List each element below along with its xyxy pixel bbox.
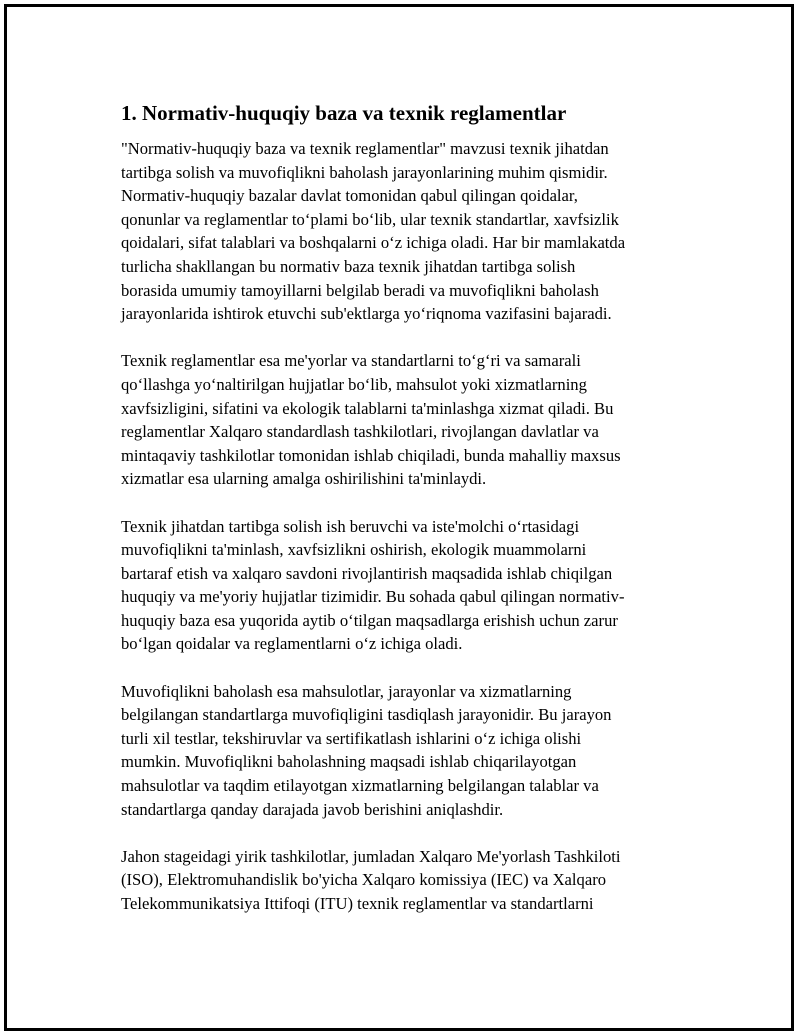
paragraph-line: turli xil testlar, tekshiruvlar va sertifikatlash ishlarini o‘z ichiga olishi — [121, 728, 582, 748]
paragraph-line: jarayonlarida ishtirok etuvchi sub'ektlarga yo‘riqnoma vazifasini bajaradi. — [121, 304, 612, 324]
paragraph-3 — [121, 515, 701, 657]
paragraph-line: "Normativ-huquqiy baza va texnik reglamentlar" mavzusi texnik jihatdan — [121, 139, 609, 158]
paragraph-line: qonunlar va reglamentlar to‘plami bo‘lib, ular texnik standartlar, xavfsizlik — [121, 209, 619, 229]
paragraph-line: turlicha shakllangan bu normativ baza texnik jihatdan tartibga solish — [121, 256, 576, 276]
paragraph-line: huquqiy baza esa yuqorida aytib o‘tilgan maqsadlarga erishish uchun zarur — [121, 610, 618, 630]
paragraph-line: Texnik reglamentlar esa me'yorlar va standartlarni to‘g‘ri va samarali — [121, 351, 581, 371]
paragraph-line: qoidalari, sifat talablari va boshqalarni o‘z ichiga oladi. Har bir mamlakatda — [121, 233, 626, 253]
paragraph-line: xizmatlar esa ularning amalga oshirilishini ta'minlaydi. — [121, 469, 487, 489]
paragraph-line: Jahon stageidagi yirik tashkilotlar, jumladan Xalqaro Me'yorlash Tashkiloti — [121, 846, 621, 866]
paragraph-line: mahsulotlar va taqdim etilayotgan xizmatlarning belgilangan talablar va — [121, 776, 599, 796]
paragraph-line: bartaraf etish va xalqaro savdoni rivojlantirish maqsadida ishlab chiqilgan — [121, 563, 613, 583]
paragraph-line: xavfsizligini, sifatini va ekologik talablarni ta'minlashga xizmat qiladi. Bu — [121, 398, 614, 418]
paragraph-1 — [121, 137, 701, 326]
paragraph-line: muvofiqlikni ta'minlash, xavfsizlikni oshirish, ekologik muammolarni — [121, 540, 587, 560]
section-heading: 1. Normativ-huquqiy baza va texnik reglamentlar — [121, 101, 567, 125]
paragraph-line: qo‘llashga yo‘naltirilgan hujjatlar bo‘lib, mahsulot yoki xizmatlarning — [121, 374, 587, 394]
paragraph-line: belgilangan standartlarga muvofiqligini tasdiqlash jarayonidir. Bu jarayon — [121, 705, 612, 725]
paragraph-line: Telekommunikatsiya Ittifoqi (ITU) texnik reglamentlar va standartlarni — [121, 894, 594, 913]
paragraph-line: mumkin. Muvofiqlikni baholashning maqsadi ishlab chiqarilayotgan — [121, 752, 577, 772]
paragraph-line: standartlarga qanday darajada javob berishini aniqlashdir. — [121, 799, 504, 819]
paragraph-line: mintaqaviy tashkilotlar tomonidan ishlab chiqiladi, bunda mahalliy maxsus — [121, 445, 621, 465]
paragraph-5 — [121, 845, 701, 916]
document-body — [121, 99, 701, 939]
paragraph-line: Muvofiqlikni baholash esa mahsulotlar, jarayonlar va xizmatlarning — [121, 681, 572, 701]
page-frame — [4, 4, 794, 1031]
paragraph-line: bo‘lgan qoidalar va reglamentlarni o‘z ichiga oladi. — [121, 634, 463, 654]
paragraph-line: borasida umumiy tamoyillarni belgilab beradi va muvofiqlikni baholash — [121, 280, 599, 300]
paragraph-2 — [121, 349, 701, 491]
paragraph-4 — [121, 680, 701, 822]
paragraph-line: (ISO), Elektromuhandislik bo'yicha Xalqaro komissiya (IEC) va Xalqaro — [121, 870, 607, 890]
paragraph-line: tartibga solish va muvofiqlikni baholash jarayonlarining muhim qismidir. — [121, 162, 608, 182]
paragraph-line: huquqiy va me'yoriy hujjatlar tizimidir. Bu sohada qabul qilingan normativ- — [121, 587, 625, 607]
paragraph-line: reglamentlar Xalqaro standardlash tashkilotlari, rivojlangan davlatlar va — [121, 422, 599, 442]
paragraph-line: Texnik jihatdan tartibga solish ish beruvchi va iste'molchi o‘rtasidagi — [121, 516, 580, 536]
paragraph-line: Normativ-huquqiy bazalar davlat tomonidan qabul qilingan qoidalar, — [121, 186, 578, 206]
